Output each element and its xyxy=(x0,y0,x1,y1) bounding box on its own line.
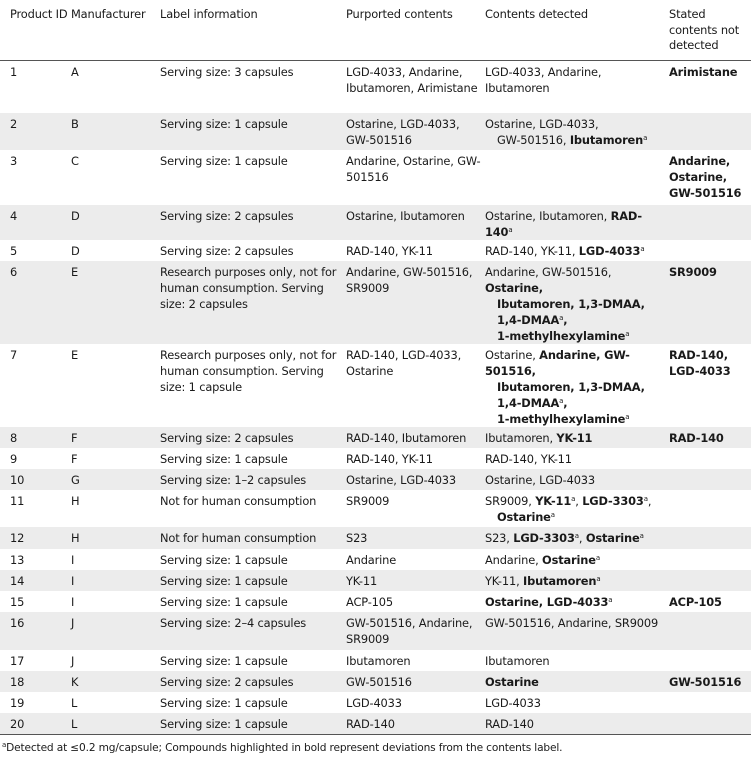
cell-detected: LGD-4033 xyxy=(485,696,541,710)
cell-product-id: 20 xyxy=(0,713,71,734)
cell-purported: RAD-140, YK-11 xyxy=(346,452,433,466)
cell-manufacturer: J xyxy=(71,654,75,668)
cell-label: Serving size: 2 capsules xyxy=(160,244,294,258)
cell-product-id: 2 xyxy=(0,113,71,150)
table-row xyxy=(0,113,751,150)
table-row xyxy=(0,591,751,612)
cell-label: Serving size: 2–4 capsules xyxy=(160,612,346,650)
cell-not-detected xyxy=(669,570,751,591)
cell-detected: YK-11, Ibutamoren$^a$ xyxy=(485,570,669,591)
cell-not-detected xyxy=(669,549,751,570)
cell-manufacturer: I xyxy=(71,570,160,591)
header-purported-contents: Purported contents xyxy=(346,0,485,60)
cell-detected: RAD-140 xyxy=(485,713,669,734)
cell-manufacturer: I xyxy=(71,553,75,567)
cell-purported: RAD-140, Ibutamoren xyxy=(346,427,485,448)
cell-not-detected xyxy=(669,113,751,150)
cell-label: Serving size: 1 capsule xyxy=(160,553,288,567)
cell-label: Research purposes only, not for human consumption. Serving size: 1 capsule xyxy=(160,348,337,394)
cell-label: Serving size: 1 capsule xyxy=(160,154,288,168)
table-row xyxy=(0,490,751,527)
table-row xyxy=(0,570,751,591)
cell-detected: SR9009, YK-11$^a$, LGD-3303$^a$, Ostarine$^a$ xyxy=(485,494,652,524)
table-footnote xyxy=(0,734,751,772)
cell-not-detected xyxy=(669,205,751,240)
table-row xyxy=(0,469,751,490)
table-row xyxy=(0,150,751,205)
cell-label: Serving size: 1 capsule xyxy=(160,654,288,668)
cell-manufacturer: A xyxy=(71,64,79,79)
cell-purported: Ostarine, LGD-4033, GW-501516 xyxy=(346,113,485,150)
cell-label: Serving size: 2 capsules xyxy=(160,671,346,692)
cell-label: Not for human consumption xyxy=(160,494,317,508)
table-row xyxy=(0,713,751,734)
cell-label: Serving size: 2 capsules xyxy=(160,205,346,240)
cell-label: Not for human consumption xyxy=(160,527,346,549)
cell-not-detected: GW-501516 xyxy=(669,671,751,692)
cell-detected: GW-501516, Andarine, SR9009 xyxy=(485,612,669,650)
table-row xyxy=(0,448,751,469)
cell-manufacturer: D xyxy=(71,205,160,240)
cell-label: Serving size: 3 capsules xyxy=(160,64,294,79)
cell-product-id: 5 xyxy=(10,244,18,258)
cell-manufacturer: H xyxy=(71,494,80,508)
cell-detected: RAD-140, YK-11, LGD-4033$^a$ xyxy=(485,244,645,258)
cell-purported: RAD-140, LGD-4033, Ostarine xyxy=(346,348,462,378)
cell-label: Serving size: 1 capsule xyxy=(160,696,288,710)
footnote-mark: a xyxy=(2,741,7,749)
cell-detected xyxy=(485,150,669,205)
cell-detected: Ostarine, LGD-4033 xyxy=(485,469,669,490)
cell-manufacturer: D xyxy=(71,244,80,258)
cell-detected: LGD-4033, Andarine, Ibutamoren xyxy=(485,64,602,95)
table-row xyxy=(0,344,751,427)
cell-purported: Andarine, GW-501516, SR9009 xyxy=(346,261,485,344)
cell-purported: Andarine xyxy=(346,553,397,567)
cell-label: Serving size: 1–2 capsules xyxy=(160,469,346,490)
cell-not-detected: RAD-140 xyxy=(669,427,751,448)
cell-product-id: 17 xyxy=(10,654,25,668)
cell-not-detected xyxy=(669,490,751,527)
cell-label: Research purposes only, not for human consumption. Serving size: 2 capsules xyxy=(160,261,346,344)
header-row xyxy=(0,0,751,60)
cell-manufacturer: F xyxy=(71,452,78,466)
cell-not-detected xyxy=(669,448,751,469)
cell-purported: GW-501516 xyxy=(346,671,485,692)
cell-not-detected xyxy=(669,527,751,549)
cell-detected: Ibutamoren xyxy=(485,654,550,668)
header-contents-detected: Contents detected xyxy=(485,0,669,60)
cell-product-id: 8 xyxy=(0,427,71,448)
cell-purported: RAD-140, YK-11 xyxy=(346,244,433,258)
cell-not-detected xyxy=(669,612,751,650)
cell-not-detected xyxy=(669,469,751,490)
cell-purported: Ostarine, LGD-4033 xyxy=(346,469,485,490)
cell-manufacturer: E xyxy=(71,348,79,362)
cell-product-id: 16 xyxy=(0,612,71,650)
cell-purported: S23 xyxy=(346,527,485,549)
cell-not-detected xyxy=(669,692,751,713)
cell-manufacturer: L xyxy=(71,713,160,734)
cell-detected: S23, LGD-3303$^a$, Ostarine$^a$ xyxy=(485,527,669,549)
cell-manufacturer: H xyxy=(71,527,160,549)
cell-product-id: 14 xyxy=(0,570,71,591)
cell-purported: LGD-4033, Andarine, Ibutamoren, Arimistane xyxy=(346,64,478,95)
cell-label: Serving size: 1 capsule xyxy=(160,570,346,591)
cell-product-id: 7 xyxy=(10,348,18,362)
cell-label: Serving size: 2 capsules xyxy=(160,427,346,448)
table-row xyxy=(0,650,751,671)
cell-not-detected: SR9009 xyxy=(669,261,751,344)
cell-purported: LGD-4033 xyxy=(346,696,402,710)
header-stated-not-detected: Stated contents not detected xyxy=(669,0,751,60)
cell-detected: Andarine, Ostarine$^a$ xyxy=(485,553,600,567)
cell-not-detected xyxy=(669,650,751,671)
cell-manufacturer: F xyxy=(71,427,160,448)
cell-manufacturer: I xyxy=(71,595,75,609)
cell-detected: Andarine, GW-501516, Ostarine, Ibutamoren, 1,3-DMAA, 1,4-DMAA$^a$, 1-methylhexylamine$^a$ xyxy=(485,261,669,344)
cell-product-id: 11 xyxy=(10,494,25,508)
cell-product-id: 19 xyxy=(10,696,25,710)
cell-purported: Ostarine, Ibutamoren xyxy=(346,205,485,240)
table-row xyxy=(0,671,751,692)
cell-manufacturer: K xyxy=(71,671,160,692)
table-row xyxy=(0,205,751,240)
table-row xyxy=(0,60,751,113)
table-row xyxy=(0,427,751,448)
table-row xyxy=(0,692,751,713)
cell-detected: Ibutamoren, YK-11 xyxy=(485,427,669,448)
cell-not-detected: RAD-140, LGD-4033 xyxy=(669,348,731,378)
cell-not-detected: Andarine, Ostarine, GW-501516 xyxy=(669,154,742,200)
cell-detected: Ostarine, LGD-4033, GW-501516, Ibutamoren$^a$ xyxy=(485,113,669,150)
cell-purported: YK-11 xyxy=(346,570,485,591)
table-row xyxy=(0,549,751,570)
cell-product-id: 4 xyxy=(0,205,71,240)
cell-not-detected xyxy=(669,240,751,261)
cell-purported: GW-501516, Andarine, SR9009 xyxy=(346,612,485,650)
cell-product-id: 15 xyxy=(10,595,25,609)
header-product-id: Product ID xyxy=(0,0,71,60)
cell-purported: ACP-105 xyxy=(346,595,393,609)
table-row xyxy=(0,527,751,549)
cell-label: Serving size: 1 capsule xyxy=(160,452,288,466)
cell-not-detected xyxy=(669,713,751,734)
cell-manufacturer: L xyxy=(71,696,78,710)
cell-manufacturer: E xyxy=(71,261,160,344)
cell-label: Serving size: 1 capsule xyxy=(160,713,346,734)
header-manufacturer: Manufacturer xyxy=(71,0,160,60)
cell-product-id: 1 xyxy=(10,64,18,79)
footnote-text: Detected at ≤0.2 mg/capsule; Compounds highlighted in bold represent deviations from the contents label. xyxy=(6,742,563,754)
cell-product-id: 10 xyxy=(0,469,71,490)
cell-purported: RAD-140 xyxy=(346,713,485,734)
cell-product-id: 13 xyxy=(10,553,25,567)
cell-manufacturer: G xyxy=(71,469,160,490)
cell-product-id: 3 xyxy=(10,154,18,168)
cell-label: Serving size: 1 capsule xyxy=(160,595,288,609)
cell-purported: Ibutamoren xyxy=(346,654,411,668)
header-label-information: Label information xyxy=(160,0,346,60)
cell-detected: Ostarine xyxy=(485,671,669,692)
cell-detected: RAD-140, YK-11 xyxy=(485,452,572,466)
table-row xyxy=(0,240,751,261)
cell-manufacturer: C xyxy=(71,154,79,168)
table-row xyxy=(0,261,751,344)
cell-product-id: 6 xyxy=(0,261,71,344)
cell-label: Serving size: 1 capsule xyxy=(160,113,346,150)
cell-product-id: 12 xyxy=(0,527,71,549)
cell-product-id: 9 xyxy=(10,452,18,466)
cell-manufacturer: B xyxy=(71,113,160,150)
cell-manufacturer: J xyxy=(71,612,160,650)
cell-detected: Ostarine, Andarine, GW-501516, Ibutamoren, 1,3-DMAA, 1,4-DMAA$^a$, 1-methylhexylamine$^a$ xyxy=(485,348,645,426)
cell-not-detected: ACP-105 xyxy=(669,595,722,609)
cell-purported: Andarine, Ostarine, GW-501516 xyxy=(346,154,481,184)
cell-detected: Ostarine, Ibutamoren, RAD-140$^a$ xyxy=(485,205,669,240)
cell-not-detected: Arimistane xyxy=(669,64,738,79)
cell-purported: SR9009 xyxy=(346,494,390,508)
cell-product-id: 18 xyxy=(0,671,71,692)
cell-detected: Ostarine, LGD-4033$^a$ xyxy=(485,595,613,609)
table-row xyxy=(0,612,751,650)
